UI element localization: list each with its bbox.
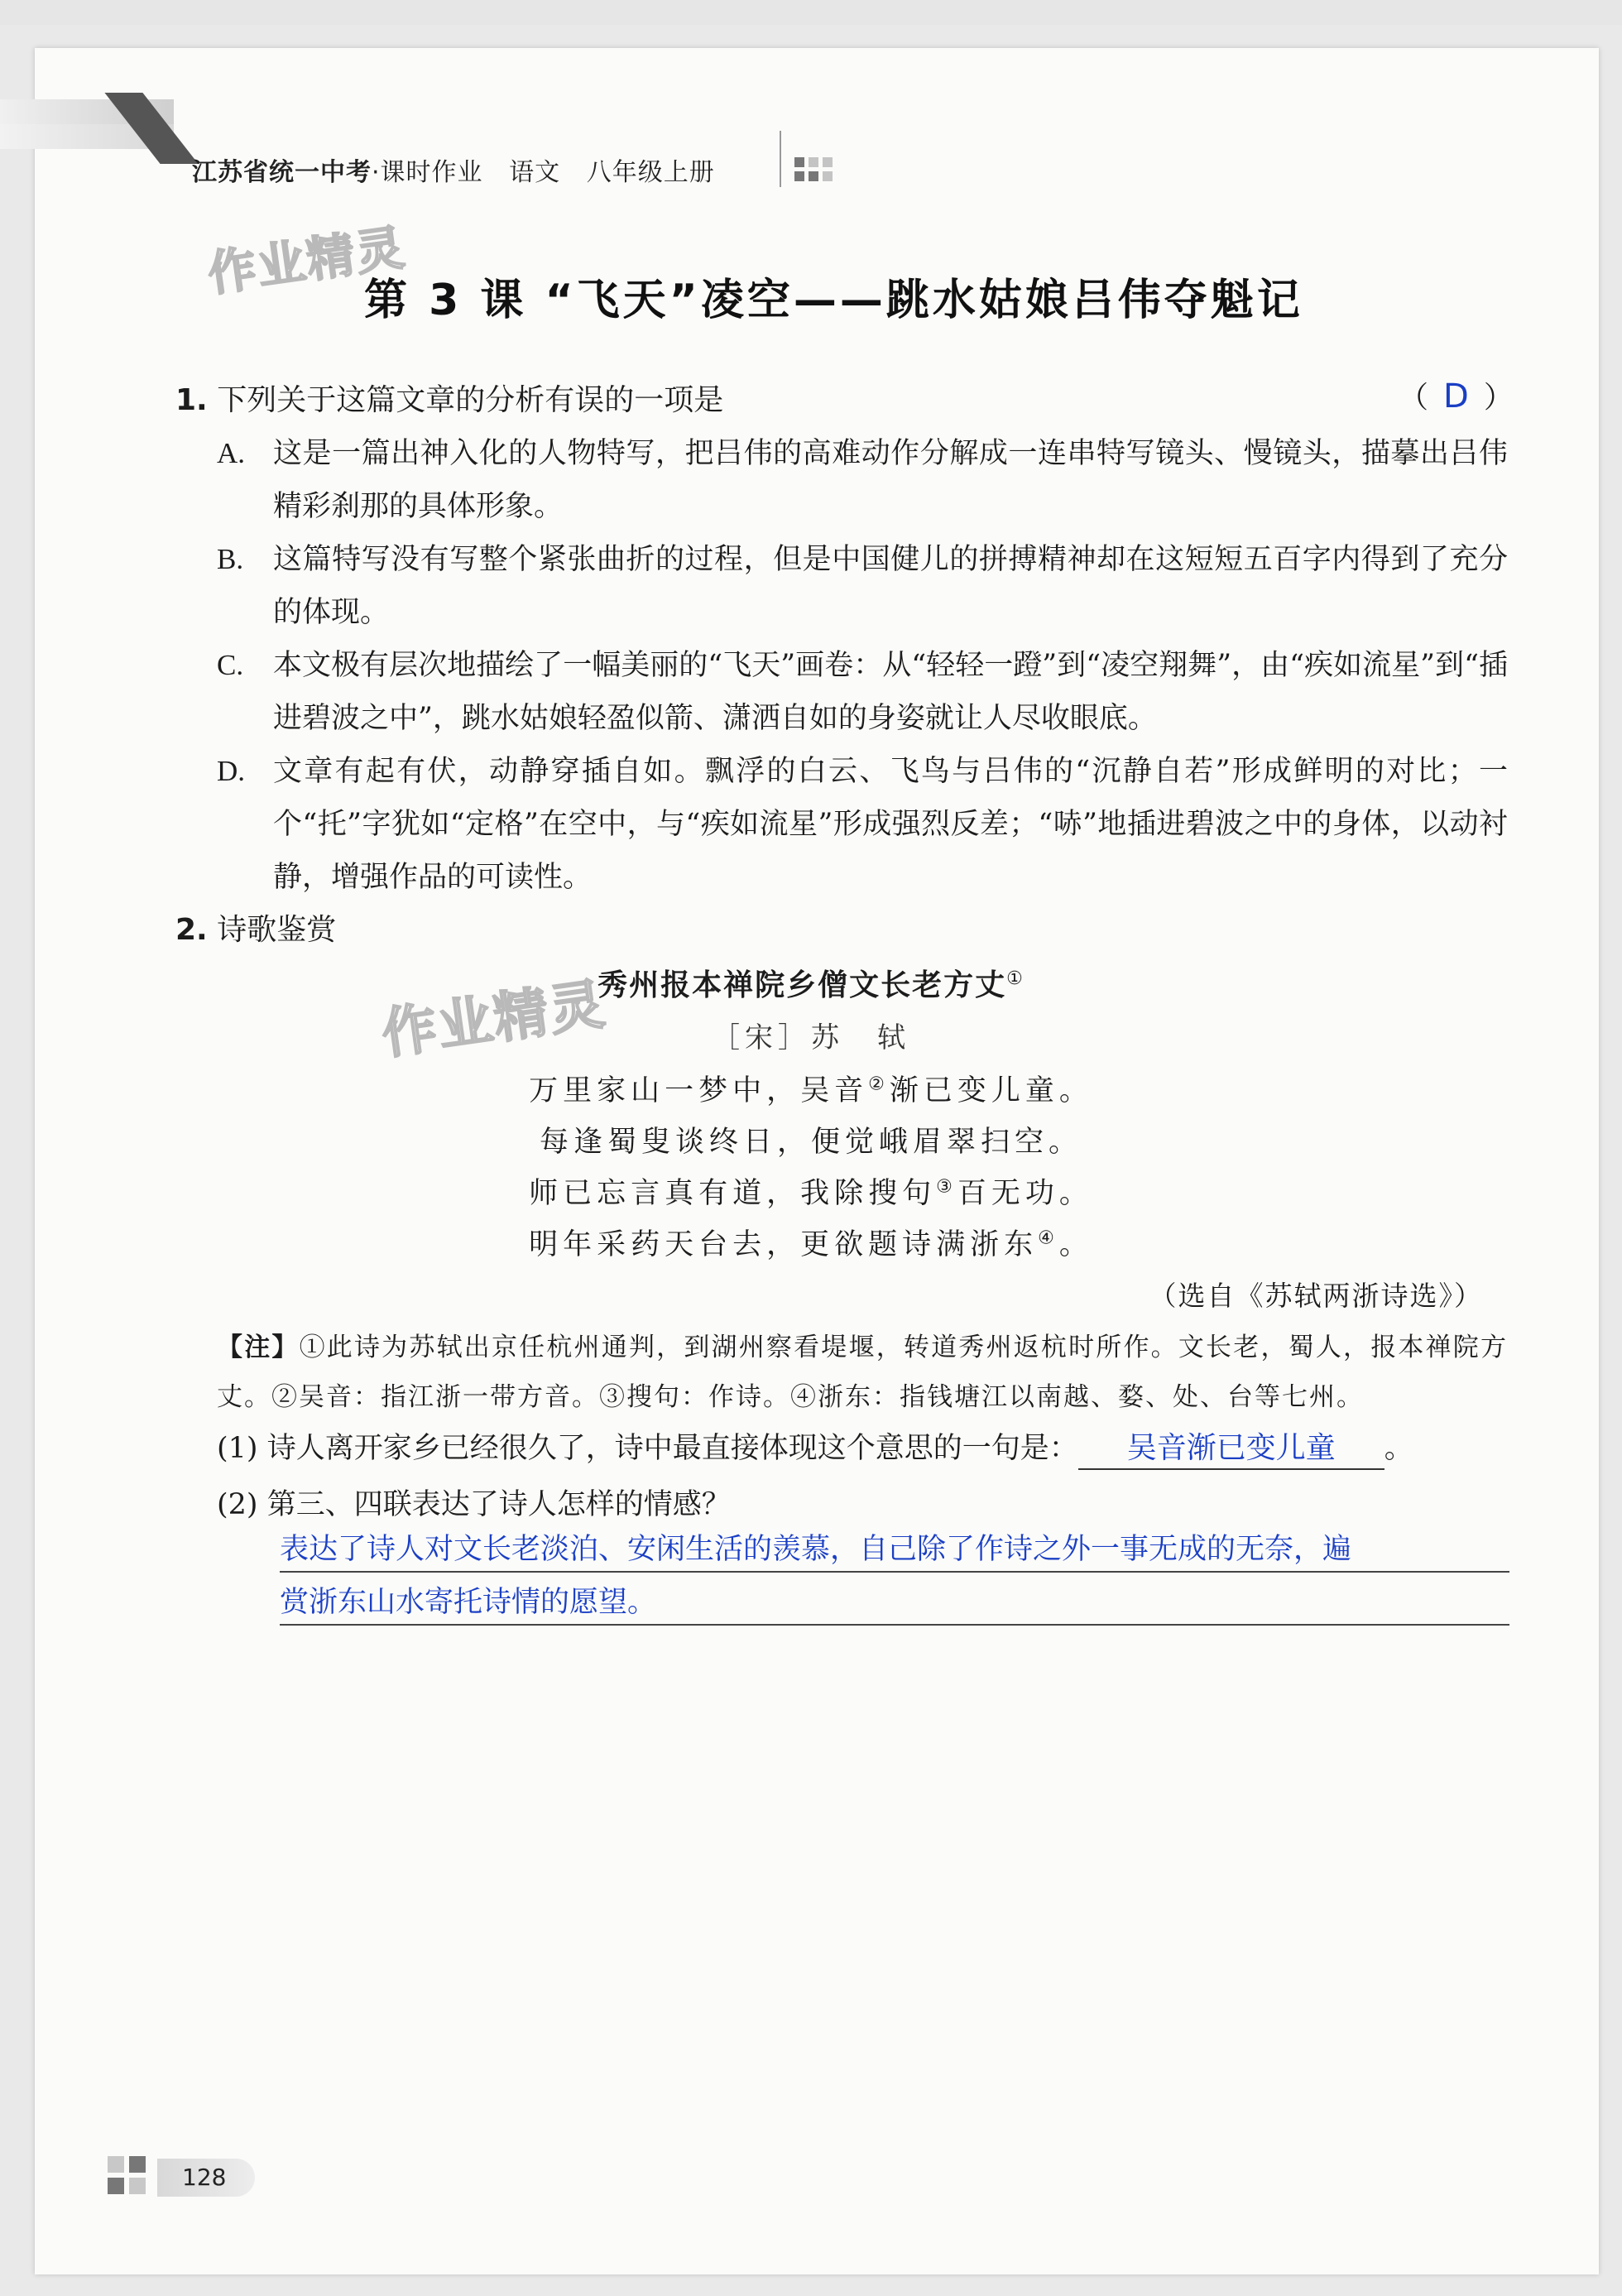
sub-question-2-answer-line-1: 表达了诗人对文长老淡泊、安闲生活的羡慕，自己除了作诗之外一事无成的无奈，遍: [280, 1533, 1352, 1566]
poem-line: [0, 1222, 1622, 1263]
answer-rule: [280, 1571, 1509, 1573]
option-text: 这是一篇出神入化的人物特写，把吕伟的高难动作分解成一连串特写镜头、慢镜头，描摹出吕伟精彩刹那的具体形象。: [273, 437, 1508, 523]
lesson-title: 第 3 课 “飞天”凌空——跳水姑娘吕伟夺魁记: [364, 276, 1303, 325]
poem-line-text: 每逢蜀叟谈终日，便觉峨眉翠扫空。: [539, 1126, 1082, 1159]
sub-question-1-text: (1) 诗人离开家乡已经很久了，诗中最直接体现这个意思的一句是：: [217, 1432, 1078, 1465]
page-number: 128: [157, 2159, 255, 2197]
note-text: ①此诗为苏轼出京任杭州通判，到湖州察看堤堰，转道秀州返杭时所作。文长老，蜀人，报本禅院方丈。②吴音：指江浙一带方音。③搜句：作诗。④浙东：指钱塘江以南越、婺、处、台等七州。: [217, 1333, 1509, 1412]
option-b: [217, 533, 1508, 639]
running-header: [192, 151, 715, 188]
question-2-stem: [175, 904, 336, 957]
sub-question-2: (2) 第三、四联表达了诗人怎样的情感？: [217, 1488, 731, 1521]
poem-line: [0, 1068, 1622, 1109]
question-1-stem: [175, 374, 723, 427]
poem-line: [0, 1119, 1622, 1160]
poem-title-text: 秀州报本禅院乡僧文长老方丈: [597, 968, 1007, 1002]
watermark-logo: 作业精灵: [377, 972, 610, 1067]
question-2-number: 2.: [175, 913, 208, 947]
poem-author: ［宋］苏 轼: [712, 1021, 910, 1054]
sub-question-1-answer: 吴音渐已变儿童: [1078, 1429, 1384, 1470]
note-label: 【注】: [217, 1333, 300, 1362]
option-c: [217, 639, 1508, 745]
paren-close: ）: [1483, 381, 1514, 415]
footnote-marker: ②: [868, 1074, 890, 1095]
paren-open: （: [1399, 381, 1429, 415]
poem-line-text: 渐已变儿童。: [889, 1074, 1093, 1107]
poem-title: [0, 962, 1622, 1004]
poem-line: [0, 1170, 1622, 1212]
option-d: [217, 745, 1508, 904]
poem-notes: [217, 1323, 1508, 1422]
option-a: [217, 427, 1508, 533]
option-text: 本文极有层次地描绘了一幅美丽的“飞天”画卷：从“轻轻一蹬”到“凌空翔舞”，由“疾如流星”到“插进碧波之中”，跳水姑娘轻盈似箭、潇洒自如的身姿就让人尽收眼底。: [273, 649, 1508, 735]
answer-rule: [280, 1624, 1509, 1626]
header-series: ·课时作业: [372, 158, 483, 187]
question-1-text: 下列关于这篇文章的分析有误的一项是: [217, 383, 724, 417]
sentence-end: 。: [1384, 1432, 1413, 1465]
header-grid-icon: [794, 157, 833, 181]
option-letter: B.: [217, 543, 244, 575]
poem-line-text: 明年采药天台去，更欲题诗满浙东: [529, 1228, 1039, 1261]
question-1-answer-box: [1399, 374, 1514, 416]
page-grid-icon: [108, 2156, 146, 2194]
poem-line-text: 百无功。: [957, 1177, 1093, 1210]
scan-top-edge: [0, 0, 1622, 25]
header-separator: [780, 131, 781, 187]
footnote-marker: ③: [936, 1176, 957, 1198]
option-letter: D.: [217, 755, 246, 787]
poem-line-text: 万里家山一梦中，吴音: [529, 1074, 869, 1107]
option-letter: C.: [217, 649, 244, 681]
sub-question-2-answer-line-2: 赏浙东山水寄托诗情的愿望。: [280, 1586, 657, 1619]
watermark-logo: 作业精灵: [204, 219, 410, 303]
footnote-marker: ④: [1038, 1227, 1059, 1249]
poem-source: （选自《苏轼两浙诗选》）: [1149, 1280, 1483, 1312]
option-text: 文章有起有伏，动静穿插自如。飘浮的白云、飞鸟与吕伟的“沉静自若”形成鲜明的对比；一个“托”字犹如“定格”在空中，与“疾如流星”形成强烈反差；“哧”地插进碧波之中的身体，以动衬静，增强作品的可读性。: [273, 755, 1508, 894]
header-grade: 八年级上册: [586, 158, 715, 187]
poem-line-text: 。: [1058, 1228, 1093, 1261]
footnote-marker: ①: [1006, 968, 1025, 989]
poem-line-text: 师已忘言真有道，我除搜句: [529, 1177, 937, 1210]
question-1-number: 1.: [175, 383, 208, 417]
sub-question-1: [217, 1425, 1413, 1470]
question-1-answer: D: [1443, 377, 1469, 415]
header-subject: 语文: [509, 158, 561, 187]
question-2-text: 诗歌鉴赏: [217, 913, 337, 947]
header-book-title: 江苏省统一中考: [192, 158, 372, 187]
option-text: 这篇特写没有写整个紧张曲折的过程，但是中国健儿的拼搏精神却在这短短五百字内得到了充分的体现。: [273, 543, 1508, 629]
option-letter: A.: [217, 437, 246, 469]
